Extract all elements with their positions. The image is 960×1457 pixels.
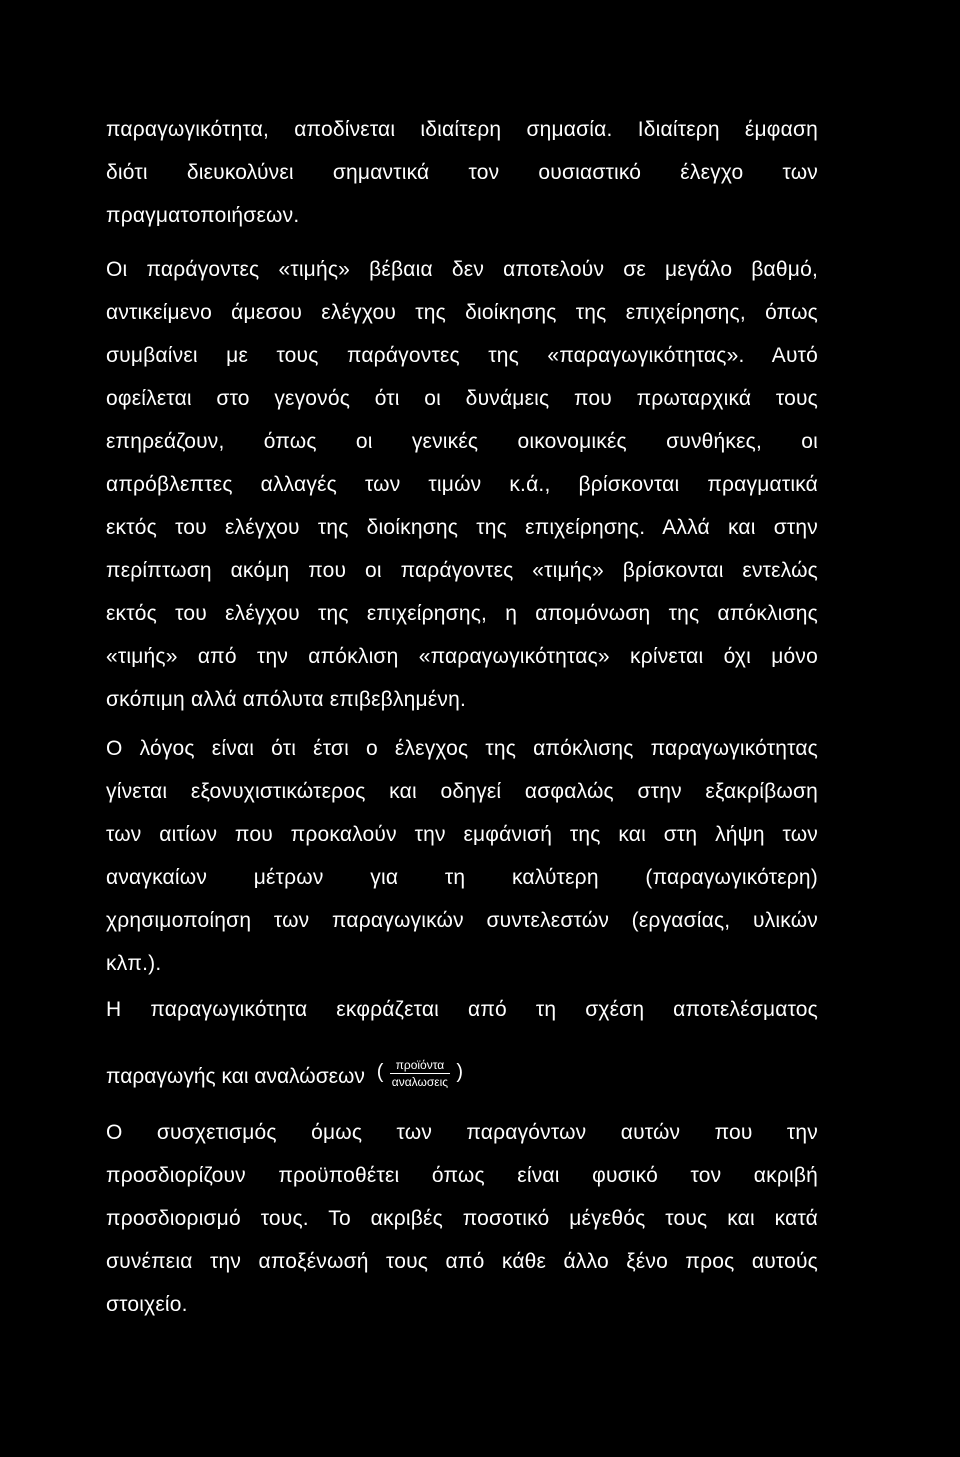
text-line: αντικείμενο άμεσου ελέγχου της διοίκησης της επιχείρησης, όπως bbox=[106, 301, 818, 324]
paragraph-5 bbox=[106, 1111, 818, 1326]
text-line: «τιμής» από την απόκλιση «παραγωγικότητας» κρίνεται όχι μόνο bbox=[106, 645, 818, 668]
fraction-numerator: προϊόντα bbox=[390, 1058, 450, 1074]
close-paren: ) bbox=[456, 1060, 464, 1083]
text-line: διότι διευκολύνει σημαντικά τον ουσιαστικό έλεγχο των bbox=[106, 161, 818, 184]
text-line: συνέπεια την αποξένωσή τους από κάθε άλλο ξένο προς αυτούς bbox=[106, 1250, 818, 1273]
text-line: περίπτωση ακόμη που οι παράγοντες «τιμής» βρίσκονται εντελώς bbox=[106, 559, 818, 582]
text-line: γίνεται εξονυχιστικώτερος και οδηγεί ασφαλώς στην εξακρίβωση bbox=[106, 780, 818, 803]
text-line: Η παραγωγικότητα εκφράζεται από τη σχέση αποτελέσματος bbox=[106, 998, 818, 1021]
text-line: οφείλεται στο γεγονός ότι οι δυνάμεις που πρωταρχικά τους bbox=[106, 387, 818, 410]
text-line: σκόπιμη αλλά απόλυτα επιβεβλημένη. bbox=[106, 688, 467, 711]
text-line: προσδιορίζουν προϋποθέτει όπως είναι φυσικό τον ακριβή bbox=[106, 1164, 818, 1187]
text-line: των αιτίων που προκαλούν την εμφάνισή της και στη λήψη των bbox=[106, 823, 818, 846]
text-line: κλπ.). bbox=[106, 952, 162, 975]
formula-line bbox=[106, 1058, 464, 1093]
text-line: συμβαίνει με τους παράγοντες της «παραγωγικότητας». Αυτό bbox=[106, 344, 818, 367]
text-line: εκτός του ελέγχου της διοίκησης της επιχείρησης. Αλλά και στην bbox=[106, 516, 818, 539]
open-paren: ( bbox=[376, 1060, 384, 1083]
text-line: Ο συσχετισμός όμως των παραγόντων αυτών που την bbox=[106, 1121, 818, 1144]
text-line: χρησιμοποίηση των παραγωγικών συντελεστών (εργασίας, υλικών bbox=[106, 909, 818, 932]
fraction bbox=[377, 1058, 463, 1089]
paragraph-4 bbox=[106, 988, 818, 1031]
paragraph-2 bbox=[106, 248, 818, 721]
fraction-denominator: αναλωσεις bbox=[391, 1075, 449, 1089]
paragraph-1 bbox=[106, 108, 818, 237]
fraction-body bbox=[390, 1058, 450, 1089]
text-line: Οι παράγοντες «τιμής» βέβαια δεν αποτελούν σε μεγάλο βαθμό, bbox=[106, 258, 818, 281]
text-line: πραγματοποιήσεων. bbox=[106, 204, 300, 227]
text-line: προσδιορισμό τους. Το ακριβές ποσοτικό μέγεθός τους και κατά bbox=[106, 1207, 818, 1230]
text-line: Ο λόγος είναι ότι έτσι ο έλεγχος της απόκλισης παραγωγικότητας bbox=[106, 737, 818, 760]
formula-text: παραγωγής και αναλώσεων bbox=[106, 1065, 365, 1089]
text-line: επηρεάζουν, όπως οι γενικές οικονομικές συνθήκες, οι bbox=[106, 430, 818, 453]
text-line: απρόβλεπτες αλλαγές των τιμών κ.ά., βρίσκονται πραγματικά bbox=[106, 473, 818, 496]
text-line: στοιχείο. bbox=[106, 1293, 188, 1316]
text-line: εκτός του ελέγχου της επιχείρησης, η απομόνωση της απόκλισης bbox=[106, 602, 818, 625]
text-line: αναγκαίων μέτρων για τη καλύτερη (παραγωγικότερη) bbox=[106, 866, 818, 889]
paragraph-3 bbox=[106, 727, 818, 985]
text-line: παραγωγικότητα, αποδίνεται ιδιαίτερη σημασία. Ιδιαίτερη έμφαση bbox=[106, 118, 818, 141]
